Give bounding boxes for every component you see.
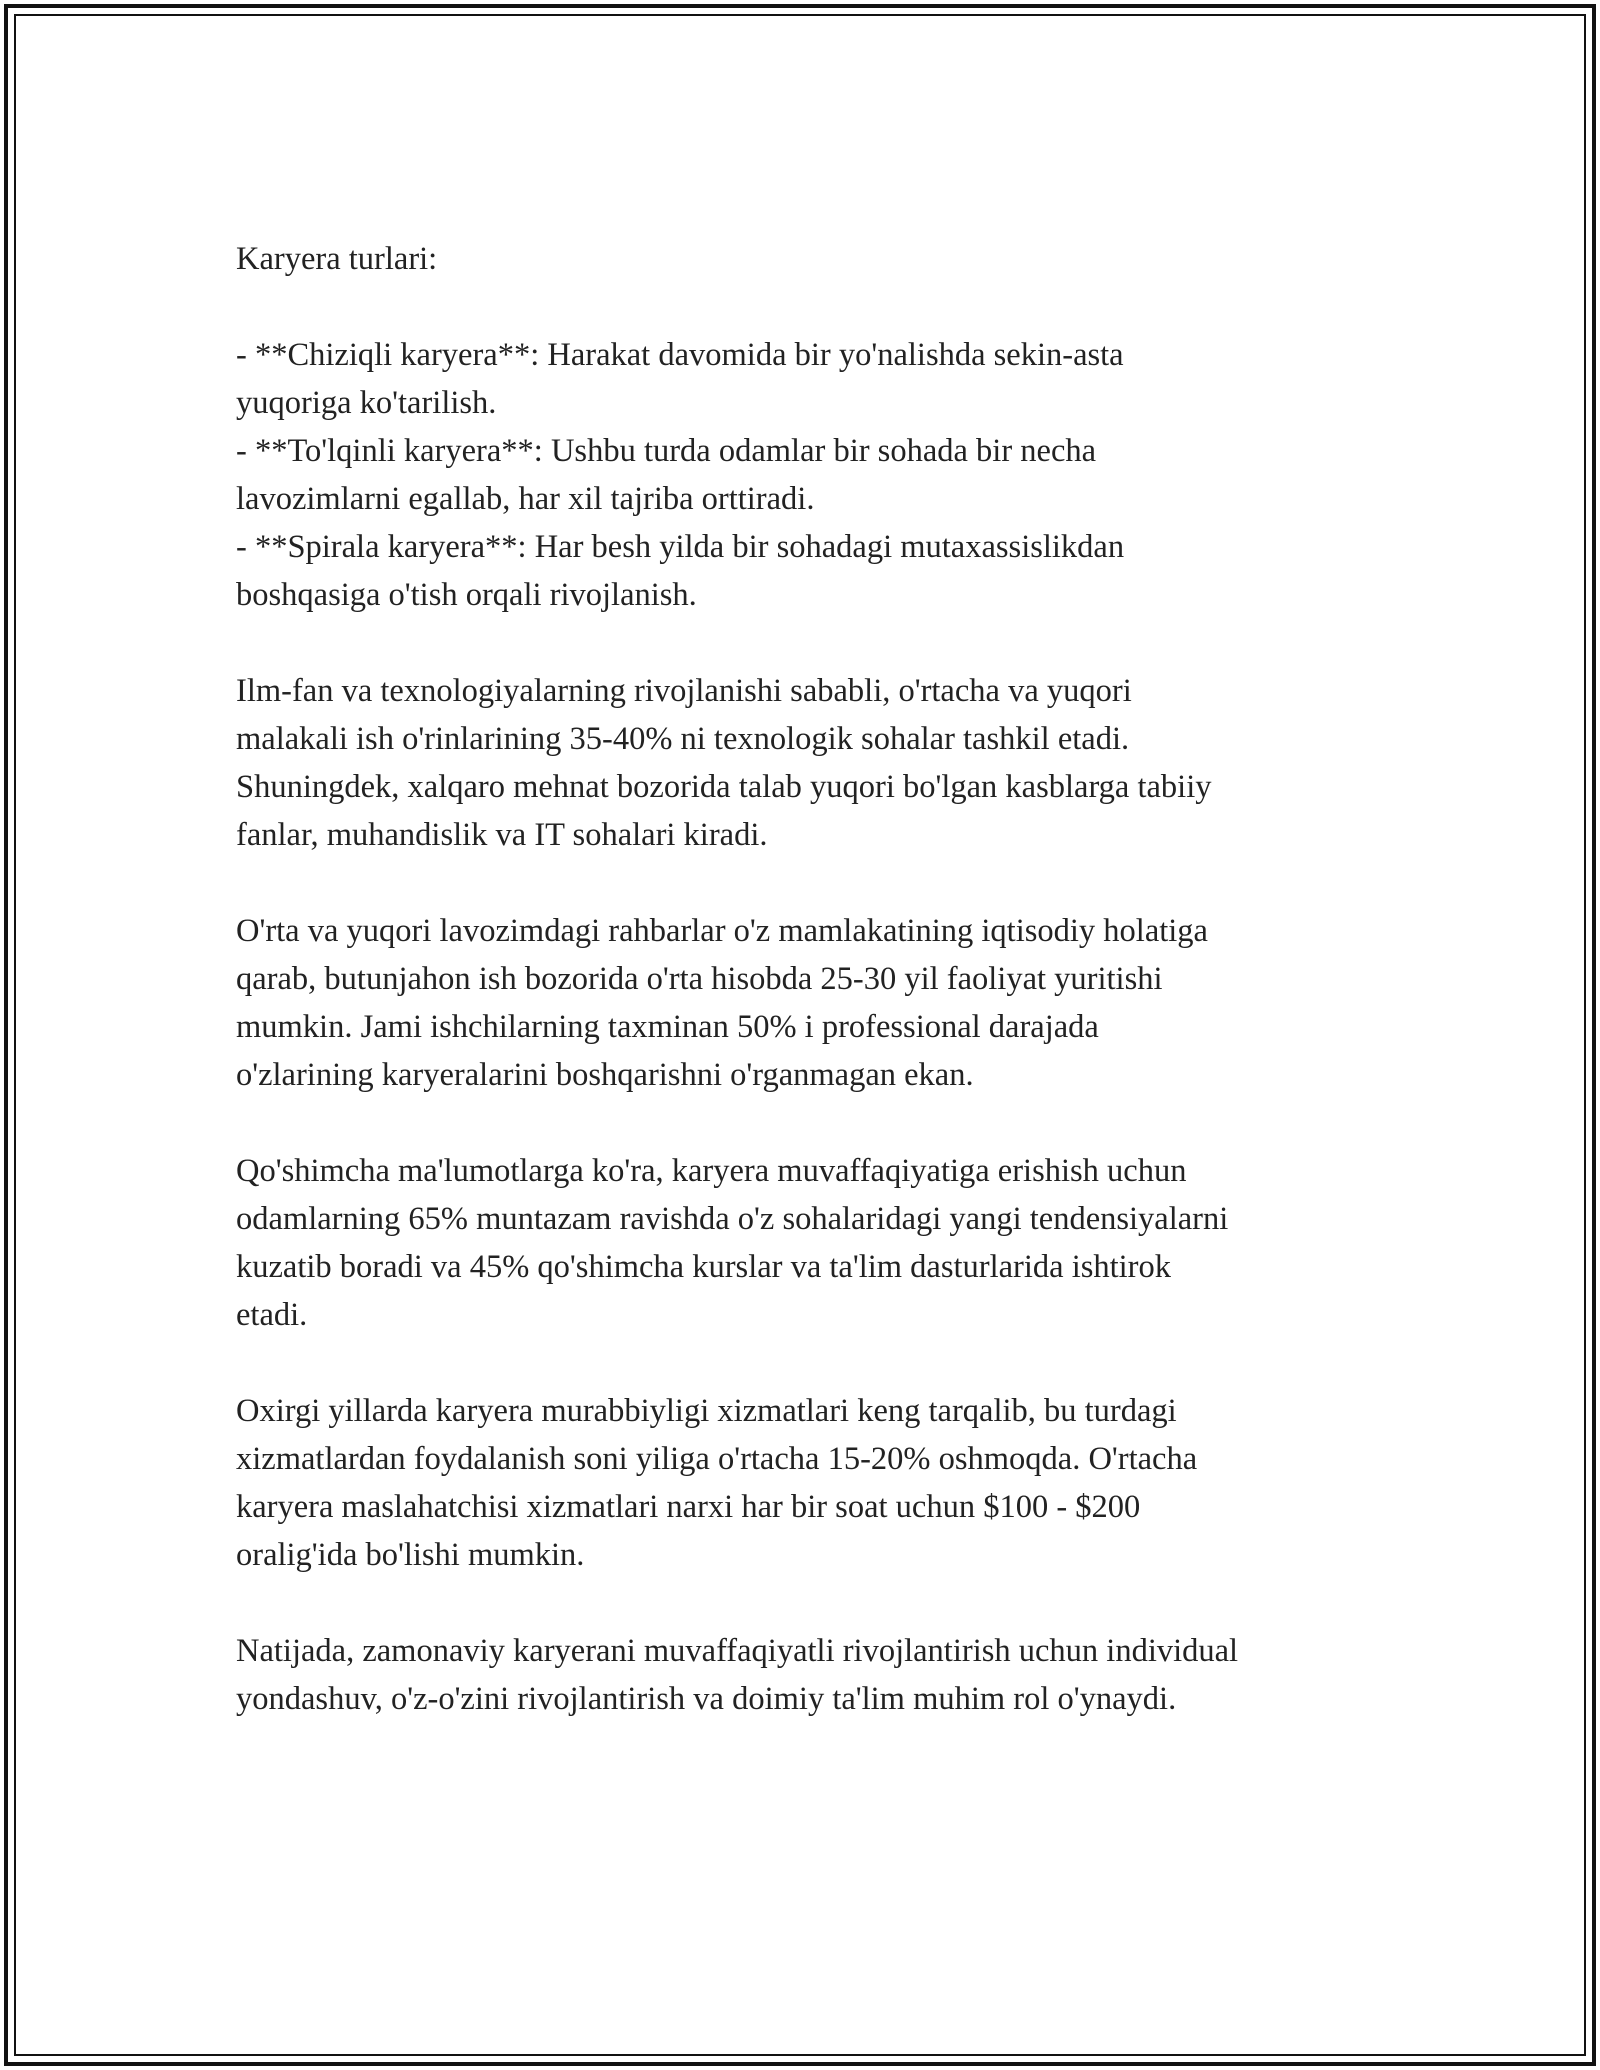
- paragraph: [236, 1627, 1376, 1723]
- spacer: [236, 283, 1376, 331]
- spacer: [236, 1339, 1376, 1387]
- paragraph-line: o'zlarining karyeralarini boshqarishni o'rganmagan ekan.: [236, 1057, 974, 1093]
- spacer: [236, 859, 1376, 907]
- list-item-line: yuqoriga ko'tarilish.: [236, 385, 497, 421]
- paragraph: [236, 1147, 1376, 1339]
- paragraph: [236, 907, 1376, 1099]
- paragraph-line: qarab, butunjahon ish bozorida o'rta hisobda 25-30 yil faoliyat yuritishi: [236, 961, 1163, 997]
- list-item: [236, 523, 1376, 619]
- paragraph: [236, 667, 1376, 859]
- list-item: [236, 331, 1376, 427]
- paragraph-line: yondashuv, o'z-o'zini rivojlantirish va doimiy ta'lim muhim rol o'ynaydi.: [236, 1681, 1177, 1717]
- career-types-list: [236, 331, 1376, 619]
- list-item-line: lavozimlarni egallab, har xil tajriba orttiradi.: [236, 481, 815, 517]
- section-heading: Karyera turlari:: [236, 241, 438, 277]
- paragraph-line: Natijada, zamonaviy karyerani muvaffaqiyatli rivojlantirish uchun individual: [236, 1633, 1239, 1669]
- spacer: [236, 1579, 1376, 1627]
- paragraph-line: malakali ish o'rinlarining 35-40% ni texnologik sohalar tashkil etadi.: [236, 721, 1130, 757]
- paragraph-line: odamlarning 65% muntazam ravishda o'z sohalaridagi yangi tendensiyalarni: [236, 1201, 1229, 1237]
- paragraph-line: Ilm-fan va texnologiyalarning rivojlanishi sababli, o'rtacha va yuqori: [236, 673, 1132, 709]
- paragraph-line: oralig'ida bo'lishi mumkin.: [236, 1537, 585, 1573]
- list-item-line: - **To'lqinli karyera**: Ushbu turda odamlar bir sohada bir necha: [236, 433, 1097, 469]
- list-item-line: boshqasiga o'tish orqali rivojlanish.: [236, 577, 697, 613]
- paragraph-line: Shuningdek, xalqaro mehnat bozorida talab yuqori bo'lgan kasblarga tabiiy: [236, 769, 1212, 805]
- paragraph-line: Oxirgi yillarda karyera murabbiyligi xizmatlari keng tarqalib, bu turdagi: [236, 1393, 1177, 1429]
- list-item: [236, 427, 1376, 523]
- paragraph-line: mumkin. Jami ishchilarning taxminan 50% i professional darajada: [236, 1009, 1099, 1045]
- paragraph-line: etadi.: [236, 1297, 308, 1333]
- paragraph-line: xizmatlardan foydalanish soni yiliga o'rtacha 15-20% oshmoqda. O'rtacha: [236, 1441, 1198, 1477]
- paragraph-line: Qo'shimcha ma'lumotlarga ko'ra, karyera muvaffaqiyatiga erishish uchun: [236, 1153, 1187, 1189]
- list-item-line: - **Spirala karyera**: Har besh yilda bir sohadagi mutaxassislikdan: [236, 529, 1125, 565]
- spacer: [236, 1099, 1376, 1147]
- paragraph-line: kuzatib boradi va 45% qo'shimcha kurslar va ta'lim dasturlarida ishtirok: [236, 1249, 1172, 1285]
- document-body: [236, 235, 1376, 1723]
- paragraph-line: fanlar, muhandislik va IT sohalari kiradi.: [236, 817, 768, 853]
- list-item-line: - **Chiziqli karyera**: Harakat davomida bir yo'nalishda sekin-asta: [236, 337, 1124, 373]
- paragraph-line: O'rta va yuqori lavozimdagi rahbarlar o'z mamlakatining iqtisodiy holatiga: [236, 913, 1208, 949]
- paragraph-line: karyera maslahatchisi xizmatlari narxi har bir soat uchun $100 - $200: [236, 1489, 1141, 1525]
- spacer: [236, 619, 1376, 667]
- paragraph: [236, 1387, 1376, 1579]
